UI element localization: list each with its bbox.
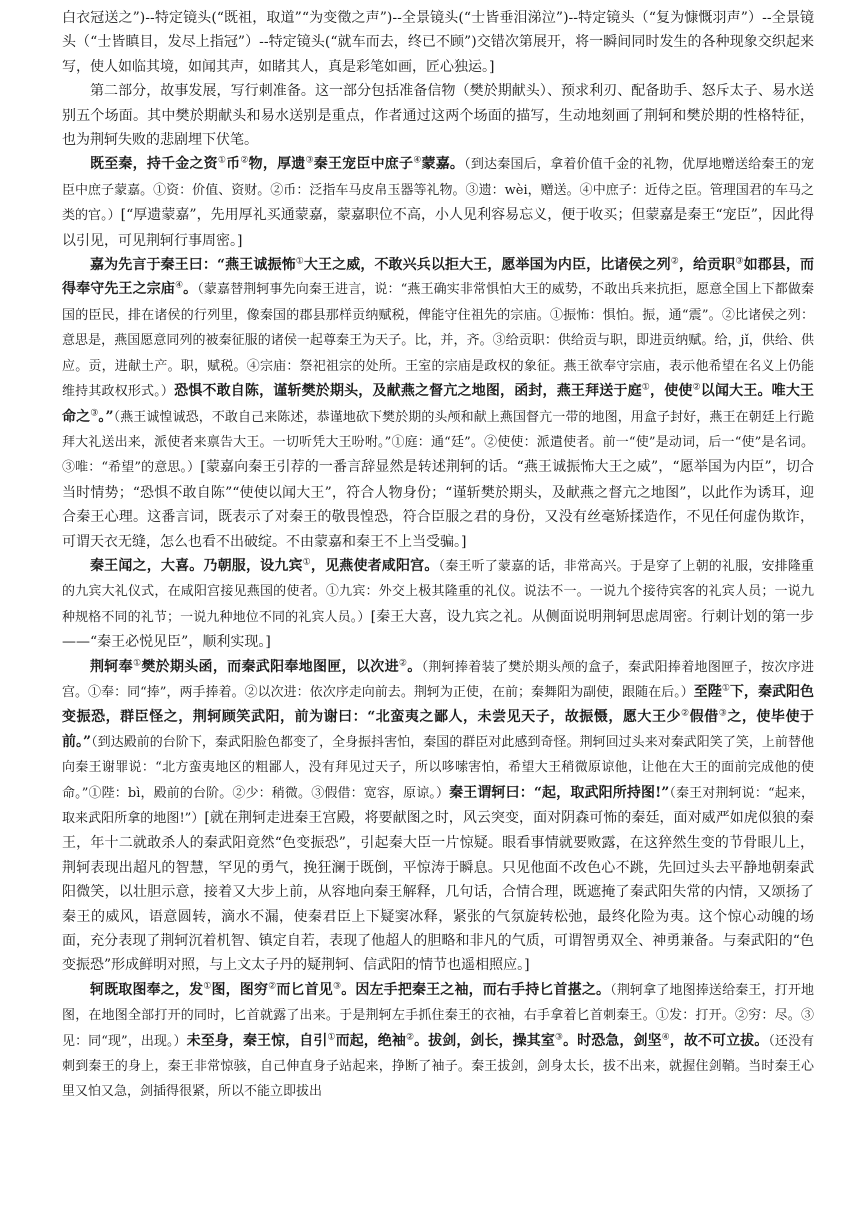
footnote-marker: ② — [681, 708, 690, 719]
annotation-text: （秦王对荆轲说：“起来，取来武阳所拿的地图!”） — [62, 785, 814, 826]
paragraph — [62, 655, 814, 978]
commentary-text: 第二部分，故事发展，写行刺准备。这一部分包括准备信物（樊於期献头）、预求利刃、配备助手、怒斥太子、易水送别五个场面。其中樊於期献头和易水送别是重点，作者通过这两个场面的描写，生动地刻画了荆轲和樊於期的性格特征，也为荆轲失败的悲剧埋下伏笔。 — [62, 83, 814, 149]
annotation-text: （还没有刺到秦王的身上，秦王非常惊骇，自己伸直身子站起来，挣断了袖子。秦王拔剑，剑身太长，拔不出来，就握住剑鞘。当时秦王心里又怕又急，剑插得很紧，所以不能立即拔出 — [62, 1033, 815, 1100]
original-text: 蒙嘉。 — [421, 156, 465, 173]
original-text: 下，秦武阳色变振恐，群臣怪之，荆轲顾笑武阳，前为谢曰：“北蛮夷之鄙人，未尝见天子，故振慑，愿大王少 — [62, 683, 815, 726]
commentary-text: [就在荆轲走进秦王宫殿，将要献图之时，风云突变，面对阴森可怖的秦廷，面对威严如虎似狼的秦王，年十二就敢杀人的秦武阳竟然“色变振恐”，引起秦大臣一片惊疑。眼看事情就要败露，在这猝然生变的节骨眼儿上，荆轲表现出超凡的智慧，罕见的勇气，挽狂澜于既倒，平惊涛于瞬息。只见他面不改色心不跳，先回过头去平静地朝秦武阳微笑，以壮胆示意，接着又大步上前，从容地向秦王解释，几句话，合情合理，既遮掩了秦武阳失常的内情，又颂扬了秦王的威风，语意圆转，滴水不漏，使秦君臣上下疑窦冰释，紧张的气氛旋转松弛，最终化险为夷。这个惊心动魄的场面，充分表现了荆轲沉着机智、镇定自若，表现了他超人的胆略和非凡的气质，可谓智勇双全、神勇兼备。与秦武阳的“色变振恐”形成鲜明对照，与上文太子丹的疑荆轲、信武阳的情节也遥相照应。] — [62, 810, 814, 974]
footnote-marker: ① — [203, 981, 212, 992]
footnote-marker: ① — [217, 155, 227, 166]
footnote-marker: ② — [398, 657, 408, 668]
original-text: 樊於期头函，而秦武阳奉地图匣，以次进 — [141, 658, 399, 675]
annotation-text: （到达殿前的台阶下，秦武阳脸色都变了，全身振抖害怕，秦国的群臣对此感到奇怪。荆轲回过头来对秦武阳笑了笑，上前替他向秦王谢罪说：“北方蛮夷地区的粗鄙人，没有拜见过天子，所以哆嗦害怕，希望大王稍微原谅他，让他在大王的面前完成他的使命。”①陛：bì，殿前的台阶。②少：稍微。③假借：宽容，原谅。） — [62, 734, 814, 801]
footnote-marker: ① — [721, 683, 730, 694]
original-text: 以闻大王。唯大王命之 — [62, 383, 815, 425]
footnote-marker: ① — [132, 657, 142, 668]
original-text: 轲既取图奉之，发 — [90, 981, 204, 998]
original-text: 荆轲奉 — [90, 658, 133, 675]
original-text: 。” — [98, 408, 114, 425]
footnote-marker: ③ — [554, 1032, 564, 1042]
original-text: 。 — [183, 281, 198, 298]
commentary-text: [秦王大喜，设九宾之礼。从侧面说明荆轲思虑周密。行刺计划的第一步——“秦王必悦见臣”，顺利实现。] — [62, 608, 814, 651]
original-text: 秦王闻之，大喜。乃朝服，设九宾 — [90, 557, 303, 574]
original-text: 。拔剑，剑长，操其室 — [414, 1032, 555, 1049]
footnote-marker: ③ — [332, 981, 342, 992]
footnote-marker: ① — [327, 1032, 336, 1042]
paragraph — [62, 6, 814, 79]
commentary-text: [蒙嘉向秦王引荐的一番言辞显然是转述荆轲的话。“燕王诚振怖大王之威”，“愿举国为内臣”，切合当时情势；“恐惧不敢自陈”“使使以闻大王”，符合人物身份；“谨斩樊於期头，及献燕之督亢之地图”，以此作为诱耳，迎合秦王心理。这番言词，既表示了对秦王的敬畏惶恐，符合臣服之君的身份，又没有丝毫矫揉造作，不见任何虚伪欺诈，可谓天衣无缝，怎么也看不出破绽。不由蒙嘉和秦王不上当受骗。] — [62, 459, 814, 550]
original-text: 。 — [407, 658, 422, 675]
annotation-text: （蒙嘉替荆轲事先向秦王进言，说：“燕王确实非常惧怕大王的威势，不敢出兵来抗拒，愿意全国上下都做秦国的臣民，排在诸侯的行列里，像秦国的郡县那样贡纳赋税，俾能守住祖先的宗庙。①振怖：惧怕。振，通“震”。②比诸侯之列：意思是，燕国愿意同列的被秦征服的诸侯一起尊秦王为天子。比，并，齐。③给贡职：供给贡与职，即进贡纳赋。给，jǐ，供给、供应。贡，进献土产。职，赋税。④宗庙：祭祀祖宗的处所。王室的宗庙是政权的象征。燕王欲奉守宗庙，表示他希望在名义上仍能维持其政权形式。） — [62, 282, 814, 400]
original-text: 如郡县，而得奉守先王之宗庙 — [62, 257, 815, 298]
footnote-marker: ③ — [735, 256, 744, 267]
original-text: 之，使毕使于前。” — [62, 709, 814, 750]
original-text: 秦王宠臣中庶子 — [313, 156, 414, 173]
annotation-text: （荆轲捧着装了樊於期头颅的盒子，秦武阳捧着地图匣子，按次序进宫。①奉：同“捧”，两手捧着。②以次进：依次序走向前去。荆轲为正使，在前；秦舞阳为副使，跟随在后。） — [62, 659, 815, 700]
original-text: ，见燕使者咸阳宫。 — [310, 557, 439, 574]
original-text: 图，图穷 — [211, 981, 269, 998]
paragraph — [62, 152, 814, 253]
footnote-marker: ① — [641, 382, 651, 393]
footnote-marker: ② — [692, 382, 701, 393]
annotation-text: （荆轲拿了地图捧送给秦王，打开地图，在地图全部打开的同时，匕首就露了出来。于是荆轲左手抓住秦王的衣袖，右手拿着匕首刺秦王。①发：打开。②穷：尽。③见：同“现”，出现。） — [62, 982, 815, 1049]
footnote-marker: ② — [405, 1032, 415, 1042]
original-text: 而起，绝袖 — [335, 1032, 406, 1049]
annotation-text: （秦王听了蒙嘉的话，非常高兴。于是穿了上朝的礼服，安排隆重的九宾大礼仪式，在咸阳宫接见燕国的使者。①九宾：外交上极其隆重的礼仪。说法不一。一说九个接待宾客的礼宾人员；一说九种规格不同的礼节；一说九种地位不同的礼宾人员。） — [62, 558, 815, 625]
footnote-marker: ② — [240, 155, 249, 166]
original-text: 未至身，秦王惊，自引 — [186, 1032, 328, 1049]
original-text: ，给贡职 — [678, 257, 736, 274]
footnote-marker: ① — [295, 256, 304, 267]
original-text: 物，厚遗 — [248, 156, 306, 173]
original-text: 大王之威，不敢兴兵以拒大王，愿举国为内臣，比诸侯之列 — [303, 257, 671, 274]
footnote-marker: ① — [302, 557, 311, 568]
annotation-text: （到达秦国后，拿着价值千金的礼物，优厚地赠送给秦王的宠臣中庶子蒙嘉。①资：价值、资财。②币：泛指车马皮帛玉器等礼物。③遗：wèi，赠送。④中庶子：近侍之臣。管理国君的车马之类的官。） — [62, 157, 815, 224]
footnote-marker: ② — [268, 981, 277, 992]
original-text: 恐惧不敢自陈，谨斩樊於期头，及献燕之督亢之地图，函封，燕王拜送于庭 — [174, 383, 642, 400]
original-text: 币 — [226, 156, 241, 173]
paragraph — [62, 79, 814, 152]
footnote-marker: ④ — [413, 155, 422, 166]
commentary-text: [“厚遗蒙嘉”，先用厚礼买通蒙嘉，蒙嘉职位不高，小人见利容易忘义，便于收买；但蒙嘉是秦王“宠臣”，因此得以引见，可见荆轲行事周密。] — [62, 207, 814, 249]
original-text: ，故不可立拔。 — [669, 1032, 769, 1049]
footnote-marker: ② — [670, 256, 679, 267]
original-text: 而匕首见 — [276, 981, 333, 998]
original-text: 。时恐急，剑坚 — [563, 1032, 662, 1049]
commentary-text: 白衣冠送之”)--特定镜头(“既祖，取道”“为变徵之声”)--全景镜头(“士皆垂泪涕泣”)--特定镜头（“复为慷慨羽声”）--全景镜头（“士皆瞋目，发尽上指冠”）--特定镜头(“就车而去，终已不顾”)交错次第展开，将一瞬间同时发生的各种现象交织起来写，使人如临其境，如闻其声，如睹其人，真是彩笔如画，匠心独运。] — [62, 10, 814, 75]
footnote-marker: ③ — [718, 708, 728, 719]
footnote-marker: ④ — [174, 280, 184, 291]
paragraph — [62, 554, 814, 655]
original-text: 嘉为先言于秦王曰：“燕王诚振怖 — [90, 257, 296, 274]
original-text: 假借 — [689, 709, 719, 726]
original-text: ，使使 — [650, 383, 693, 400]
original-text: 既至秦，持千金之资 — [90, 156, 218, 173]
annotation-text: （燕王诚惶诚恐，不敢自己来陈述，恭谨地砍下樊於期的头颅和献上燕国督亢一带的地图，用盒子封好，燕王在朝廷上行跪拜大礼送出来，派使者来禀告大王。一切听凭大王吩咐。”①庭：通“廷”。②使使：派遣使者。前一“使”是动词，后一“使”是名词。③唯：“希望”的意思。） — [62, 409, 814, 476]
footnote-marker: ④ — [661, 1032, 670, 1042]
paragraph — [62, 978, 814, 1105]
paragraph — [62, 253, 814, 554]
footnote-marker: ③ — [305, 155, 314, 166]
original-text: 秦王谓轲曰：“起，取武阳所持图!” — [449, 784, 670, 801]
footnote-marker: ③ — [90, 407, 99, 418]
original-text: 至陛 — [693, 683, 722, 700]
original-text: 。因左手把秦王之袖，而右手持匕首揕之。 — [341, 981, 611, 998]
